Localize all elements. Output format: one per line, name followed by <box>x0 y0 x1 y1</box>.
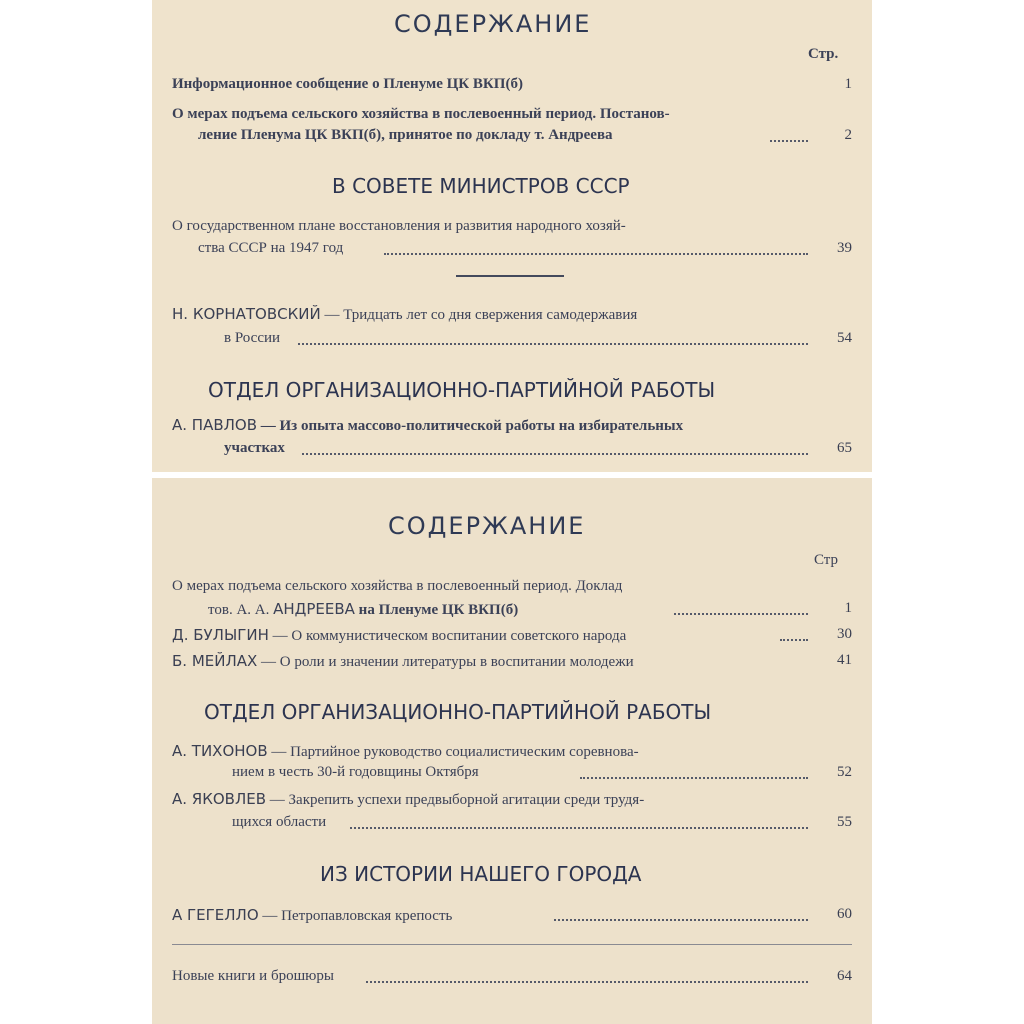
toc-entry-title-text: — Из опыта массово-политической работы на избирательных <box>257 418 684 434</box>
dot-leader <box>780 639 808 641</box>
toc-entry-title-cont[interactable] <box>208 600 518 619</box>
toc-entry-title-text: — О коммунистическом воспитании советского народа <box>268 628 627 644</box>
toc-entry-page: 65 <box>837 440 852 456</box>
section-heading: ОТДЕЛ ОРГАНИЗАЦИОННО-ПАРТИЙНОЙ РАБОТЫ <box>204 700 712 724</box>
dot-leader <box>366 981 808 983</box>
toc-entry-title-cont[interactable]: ление Пленума ЦК ВКП(б), принятое по докладу т. Андреева <box>198 127 613 143</box>
toc-entry-title-cont[interactable]: нием в честь 30-й годовщины Октября <box>232 764 479 780</box>
dot-leader <box>298 343 808 345</box>
toc-entry-page: 1 <box>844 600 852 616</box>
toc-entry-title-cont[interactable]: в России <box>224 330 281 346</box>
toc-entry-page: 64 <box>837 968 852 984</box>
toc-entry-title-text: — Петропавловская крепость <box>258 908 453 924</box>
dot-leader <box>770 140 808 142</box>
section-heading: В СОВЕТЕ МИНИСТРОВ СССР <box>332 174 630 198</box>
toc-entry-title-cont[interactable]: участках <box>224 440 285 456</box>
toc-entry-author: Н. КОРНАТОВСКИЙ <box>172 305 321 323</box>
toc-entry-text: тов. А. А. <box>208 602 274 618</box>
toc-entry-author: А ГЕГЕЛЛО <box>172 906 259 924</box>
dot-leader <box>554 919 808 921</box>
toc-entry-title[interactable]: Информационное сообщение о Пленуме ЦК ВКП(б) <box>172 76 523 92</box>
toc-entry-page: 39 <box>837 240 852 256</box>
toc-entry-title[interactable] <box>172 652 634 671</box>
toc-entry-title-text: — Партийное руководство социалистическим соревнова- <box>267 744 639 760</box>
toc-entry-author: А. ЯКОВЛЕВ <box>172 790 267 808</box>
toc-entry-title[interactable]: О мерах подъема сельского хозяйства в послевоенный период. Доклад <box>172 578 623 594</box>
section-heading: ИЗ ИСТОРИИ НАШЕГО ГОРОДА <box>320 862 642 886</box>
top-page-column-header: Стр. <box>808 46 839 62</box>
toc-entry-author: А. ТИХОНОВ <box>172 742 268 760</box>
toc-entry-text: на Пленуме ЦК ВКП(б) <box>354 602 519 618</box>
toc-entry-page: 1 <box>844 76 852 92</box>
toc-entry-title-text: — Закрепить успехи предвыборной агитации среди трудя- <box>266 792 645 808</box>
section-heading: ОТДЕЛ ОРГАНИЗАЦИОННО-ПАРТИЙНОЙ РАБОТЫ <box>208 378 716 402</box>
dot-leader <box>350 827 808 829</box>
toc-entry-page: 41 <box>837 652 852 668</box>
toc-entry-page: 55 <box>837 814 852 830</box>
top-page-title: СОДЕРЖАНИЕ <box>394 10 592 38</box>
toc-entry-page: 54 <box>837 330 852 346</box>
divider <box>172 944 852 945</box>
toc-entry-page: 30 <box>837 626 852 642</box>
toc-entry-title-cont[interactable]: ства СССР на 1947 год <box>198 240 344 256</box>
toc-entry-title-text: — Тридцать лет со дня свержения самодержавия <box>320 307 638 323</box>
toc-entry-title[interactable] <box>172 416 683 435</box>
toc-entry-title[interactable] <box>172 906 452 925</box>
toc-entry-title[interactable]: Новые книги и брошюры <box>172 968 334 984</box>
dot-leader <box>384 253 808 255</box>
toc-entry-title-cont[interactable]: щихся области <box>232 814 327 830</box>
toc-entry-page: 60 <box>837 906 852 922</box>
toc-entry-author: Б. МЕЙЛАХ <box>172 652 258 670</box>
toc-entry-page: 2 <box>844 127 852 143</box>
divider <box>456 275 564 277</box>
toc-entry-title[interactable] <box>172 742 639 761</box>
bottom-page-title: СОДЕРЖАНИЕ <box>388 512 586 540</box>
dot-leader <box>674 613 808 615</box>
dot-leader <box>302 453 808 455</box>
toc-entry-title[interactable]: О государственном плане восстановления и развития народного хозяй- <box>172 218 626 234</box>
toc-entry-author: А. ПАВЛОВ <box>172 416 258 434</box>
toc-entry-title[interactable]: О мерах подъема сельского хозяйства в послевоенный период. Постанов- <box>172 106 670 122</box>
toc-entry-author: Д. БУЛЫГИН <box>172 626 269 644</box>
toc-entry-title[interactable] <box>172 790 644 809</box>
top-contents-page <box>152 0 872 472</box>
toc-entry-title[interactable] <box>172 626 626 645</box>
toc-entry-title[interactable] <box>172 305 637 324</box>
toc-entry-title-text: — О роли и значении литературы в воспитании молодежи <box>257 654 634 670</box>
bottom-contents-page <box>152 478 872 1024</box>
dot-leader <box>580 777 808 779</box>
toc-entry-page: 52 <box>837 764 852 780</box>
bottom-page-column-header: Стр <box>814 552 839 568</box>
toc-entry-author: АНДРЕЕВА <box>273 600 355 618</box>
